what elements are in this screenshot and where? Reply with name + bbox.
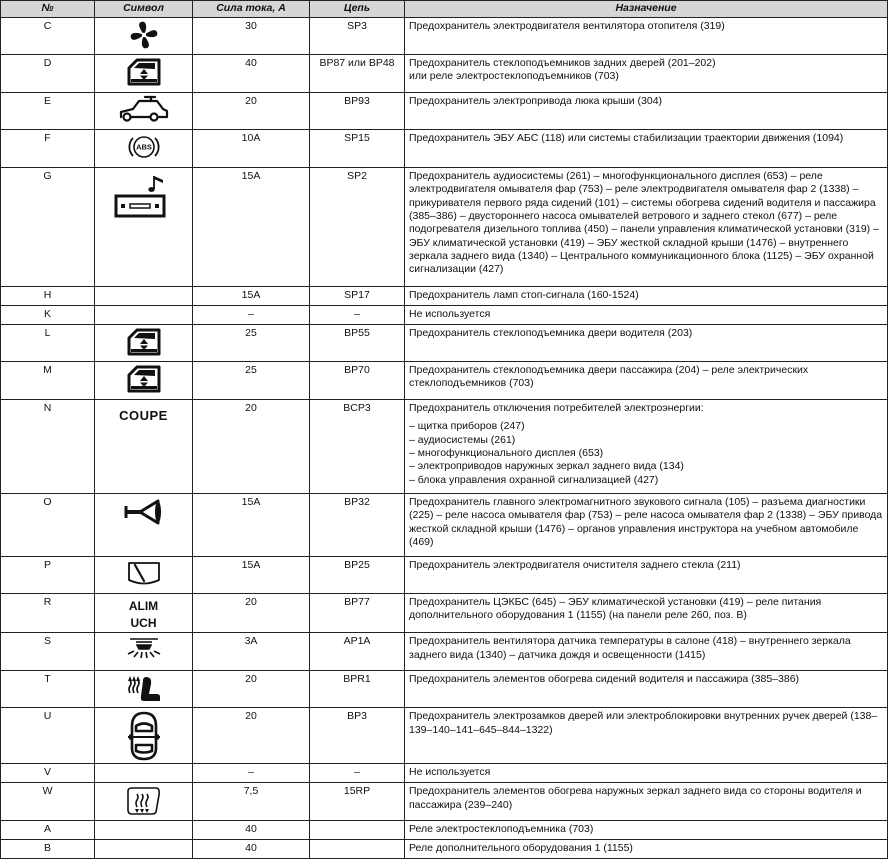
- table-row: [1, 400, 888, 494]
- table-row: [1, 325, 888, 362]
- interior-light-icon: [99, 635, 188, 665]
- header-num: №: [1, 1, 95, 18]
- fuse-number: G: [1, 168, 95, 287]
- alim-uch-label: UCH: [130, 616, 157, 631]
- fuse-circuit: BP93: [310, 93, 405, 130]
- fuse-purpose: [405, 93, 888, 130]
- fuse-purpose: [405, 633, 888, 671]
- fuse-number: E: [1, 93, 95, 130]
- fuse-purpose: [405, 55, 888, 93]
- purpose-line: – блока управления охранной сигнализацией (427): [409, 473, 659, 486]
- fuse-symbol: [95, 557, 193, 594]
- table-row: [1, 168, 888, 287]
- rear-wiper-icon: [99, 559, 188, 589]
- abs-icon-label: ABS: [135, 142, 152, 152]
- table-row: [1, 671, 888, 708]
- fuse-circuit: BP87 или BP48: [310, 55, 405, 93]
- fuse-symbol: [95, 494, 193, 557]
- fuse-purpose: [405, 168, 888, 287]
- table-row: [1, 764, 888, 783]
- purpose-line: Предохранитель стеклоподъемника двери водителя (203): [409, 327, 693, 339]
- fuse-circuit: 15RP: [310, 783, 405, 821]
- table-row: [1, 783, 888, 821]
- purpose-line: Предохранитель электрозамков дверей или электроблокировки внутренних ручек дверей (138–139–140–141–645–844–1322): [409, 710, 878, 736]
- fuse-current: 3A: [193, 633, 310, 671]
- fuse-symbol: [95, 93, 193, 130]
- purpose-line: или реле электростеклоподъемников (703): [409, 70, 619, 83]
- fuse-current: 15A: [193, 557, 310, 594]
- fuse-purpose: [405, 494, 888, 557]
- alim-uch-label: ALIM: [128, 599, 159, 613]
- fuse-purpose: [405, 671, 888, 708]
- fuse-current: 20: [193, 93, 310, 130]
- header-purpose: Назначение: [405, 1, 888, 18]
- power-window-icon: [99, 364, 188, 394]
- purpose-line: – электроприводов наружных зеркал заднего вида (134): [409, 460, 684, 473]
- purpose-line: – многофункционального дисплея (653): [409, 446, 604, 459]
- fuse-number: U: [1, 708, 95, 764]
- fuse-circuit: [310, 821, 405, 840]
- fuse-purpose: [405, 287, 888, 306]
- coupe-label: COUPE: [119, 408, 168, 423]
- fuse-symbol: [95, 362, 193, 400]
- fuse-number: P: [1, 557, 95, 594]
- fuse-symbol: [95, 130, 193, 168]
- fuse-symbol: [95, 55, 193, 93]
- fuse-circuit: BP77: [310, 594, 405, 633]
- fuse-symbol: [95, 708, 193, 764]
- fuse-current: –: [193, 306, 310, 325]
- table-row: [1, 840, 888, 859]
- purpose-line: Предохранитель ламп стоп-сигнала (160-1524): [409, 289, 639, 301]
- fuse-purpose: [405, 840, 888, 859]
- fuse-number: O: [1, 494, 95, 557]
- abs-icon: [99, 132, 188, 162]
- fuse-symbol: [95, 764, 193, 783]
- purpose-line: Не используется: [409, 766, 491, 779]
- fan-icon: [99, 20, 188, 50]
- fuse-current: 7,5: [193, 783, 310, 821]
- fuse-current: 15A: [193, 168, 310, 287]
- purpose-line: Предохранитель стеклоподъемника двери пассажира (204) – реле электрических стеклоподъемников (703): [409, 364, 809, 390]
- fuse-current: 30: [193, 18, 310, 55]
- purpose-line: Реле дополнительного оборудования 1 (1155): [409, 842, 633, 855]
- fuse-current: 10A: [193, 130, 310, 168]
- table-row: [1, 55, 888, 93]
- fuse-number: R: [1, 594, 95, 633]
- fuse-symbol: [95, 594, 193, 633]
- purpose-line: Реле электростеклоподъемника (703): [409, 823, 594, 836]
- fuse-symbol: [95, 840, 193, 859]
- fuse-circuit: –: [310, 306, 405, 325]
- table-row: [1, 93, 888, 130]
- fuse-current: 40: [193, 840, 310, 859]
- power-window-icon: [99, 327, 188, 357]
- fuse-number: H: [1, 287, 95, 306]
- table-row: [1, 594, 888, 633]
- fuse-purpose: [405, 362, 888, 400]
- fuse-number: F: [1, 130, 95, 168]
- fuse-number: V: [1, 764, 95, 783]
- fuse-symbol: [95, 168, 193, 287]
- fuse-purpose: [405, 130, 888, 168]
- fuse-current: 20: [193, 400, 310, 494]
- fuse-circuit: SP17: [310, 287, 405, 306]
- fuse-current: 20: [193, 708, 310, 764]
- door-lock-car-icon: [99, 710, 188, 762]
- fuse-number: S: [1, 633, 95, 671]
- fuse-number: A: [1, 821, 95, 840]
- fuse-symbol: [95, 400, 193, 494]
- fuse-purpose: [405, 594, 888, 633]
- fuse-purpose: [405, 557, 888, 594]
- purpose-line: Предохранитель аудиосистемы (261) – многофункционального дисплея (653) – реле электродвигателя омывателя фар (753) – реле электродвигателя омывателя фар 2 (1338) – прикуривателя первого ряда сидений (101) – системы обогрева сидений водителя и пассажира (385–386) – двустороннего насоса омывателей ветрового и заднего стекол (677) – реле подогревателя дизельного топлива (450) – панели управления климатической установки (319) – ЭБУ климатической установки (419) – ЭБУ жесткой складной крыши (1476) – внутреннего зеркала заднего вида (1340) – Центрального коммуникационного блока (1125) – ЭБУ охранной сигнализации (427): [409, 170, 879, 276]
- fuse-purpose: [405, 821, 888, 840]
- fuse-circuit: AP1A: [310, 633, 405, 671]
- fuse-circuit: BP32: [310, 494, 405, 557]
- fuse-number: B: [1, 840, 95, 859]
- purpose-line: Предохранитель стеклоподъемников задних дверей (201–202): [409, 57, 716, 69]
- table-row: [1, 708, 888, 764]
- purpose-line: Предохранитель отключения потребителей электроэнергии:: [409, 402, 704, 414]
- fuse-current: 20: [193, 594, 310, 633]
- fuse-purpose: [405, 708, 888, 764]
- header-current: Сила тока, А: [193, 1, 310, 18]
- fuse-symbol: [95, 287, 193, 306]
- fuse-number: W: [1, 783, 95, 821]
- fuse-number: T: [1, 671, 95, 708]
- fuse-number: M: [1, 362, 95, 400]
- purpose-line: Предохранитель ЭБУ АБС (118) или системы стабилизации траектории движения (1094): [409, 132, 844, 144]
- fuse-number: K: [1, 306, 95, 325]
- sunroof-car-icon: [99, 95, 188, 125]
- fuse-purpose: [405, 18, 888, 55]
- fuse-circuit: BPR1: [310, 671, 405, 708]
- table-row: [1, 130, 888, 168]
- table-row: [1, 494, 888, 557]
- table-row: [1, 633, 888, 671]
- fuse-circuit: SP15: [310, 130, 405, 168]
- fuse-current: 25: [193, 362, 310, 400]
- fuse-purpose: [405, 783, 888, 821]
- table-row: [1, 287, 888, 306]
- fuse-circuit: BP70: [310, 362, 405, 400]
- fuse-circuit: BCP3: [310, 400, 405, 494]
- purpose-line: Предохранитель вентилятора датчика температуры в салоне (418) – внутреннего зеркала заднего вида (1340) – датчика дождя и освещенности (1415): [409, 635, 851, 661]
- table-row: [1, 557, 888, 594]
- fuse-symbol: [95, 671, 193, 708]
- purpose-line: Предохранитель электродвигателя вентилятора отопителя (319): [409, 20, 725, 32]
- purpose-line: Предохранитель элементов обогрева сидений водителя и пассажира (385–386): [409, 673, 800, 686]
- fuse-number: L: [1, 325, 95, 362]
- fuse-symbol: [95, 306, 193, 325]
- heated-seat-icon: [99, 673, 188, 705]
- header-row: [1, 1, 888, 18]
- fuse-circuit: SP2: [310, 168, 405, 287]
- table-row: [1, 821, 888, 840]
- heated-mirror-icon: [99, 785, 188, 817]
- fuse-circuit: BP55: [310, 325, 405, 362]
- purpose-line: Предохранитель ЦЭКБС (645) – ЭБУ климатической установки (419) – реле питания дополнительного оборудования 1 (1155) (на панели реле 260, поз. В): [409, 596, 822, 622]
- table-row: [1, 18, 888, 55]
- fuse-purpose: [405, 764, 888, 783]
- purpose-line: Предохранитель элементов обогрева наружных зеркал заднего вида со стороны водителя и пассажира (239–240): [409, 785, 862, 811]
- power-window-icon: [99, 57, 188, 87]
- fuse-current: –: [193, 764, 310, 783]
- fuse-current: 40: [193, 821, 310, 840]
- fuse-symbol: [95, 18, 193, 55]
- fuse-symbol: [95, 325, 193, 362]
- table-row: [1, 362, 888, 400]
- fuse-circuit: –: [310, 764, 405, 783]
- purpose-line: – аудиосистемы (261): [409, 433, 516, 446]
- fuse-purpose: [405, 325, 888, 362]
- fuse-symbol: [95, 783, 193, 821]
- fuse-number: C: [1, 18, 95, 55]
- fuse-current: 25: [193, 325, 310, 362]
- fuse-current: 40: [193, 55, 310, 93]
- fuse-circuit: SP3: [310, 18, 405, 55]
- purpose-line: Предохранитель главного электромагнитного звукового сигнала (105) – разъема диагностики (225) – реле насоса омывателя фар (753) – реле насоса омывателя фар 2 (1338) – ЭБУ привода жесткой складной крыши (1476) – органов управления инструктора на учебном автомобиле (469): [409, 496, 883, 548]
- purpose-line: Предохранитель электропривода люка крыши (304): [409, 95, 663, 107]
- fuse-symbol: [95, 821, 193, 840]
- fuse-purpose: [405, 306, 888, 325]
- header-symbol: Символ: [95, 1, 193, 18]
- fuse-circuit: [310, 840, 405, 859]
- fuse-current: 15A: [193, 494, 310, 557]
- fuse-current: 15A: [193, 287, 310, 306]
- purpose-line: – щитка приборов (247): [409, 420, 525, 433]
- purpose-line: Предохранитель электродвигателя очистителя заднего стекла (211): [409, 559, 741, 571]
- header-circuit: Цепь: [310, 1, 405, 18]
- fuse-circuit: BP25: [310, 557, 405, 594]
- fuse-purpose: [405, 400, 888, 494]
- fuse-number: D: [1, 55, 95, 93]
- audio-system-icon: [99, 172, 188, 226]
- fuse-number: N: [1, 400, 95, 494]
- horn-icon: [99, 496, 188, 526]
- fuse-circuit: BP3: [310, 708, 405, 764]
- table-row: [1, 306, 888, 325]
- purpose-line: Не используется: [409, 308, 491, 320]
- fuse-current: 20: [193, 671, 310, 708]
- fuse-symbol: [95, 633, 193, 671]
